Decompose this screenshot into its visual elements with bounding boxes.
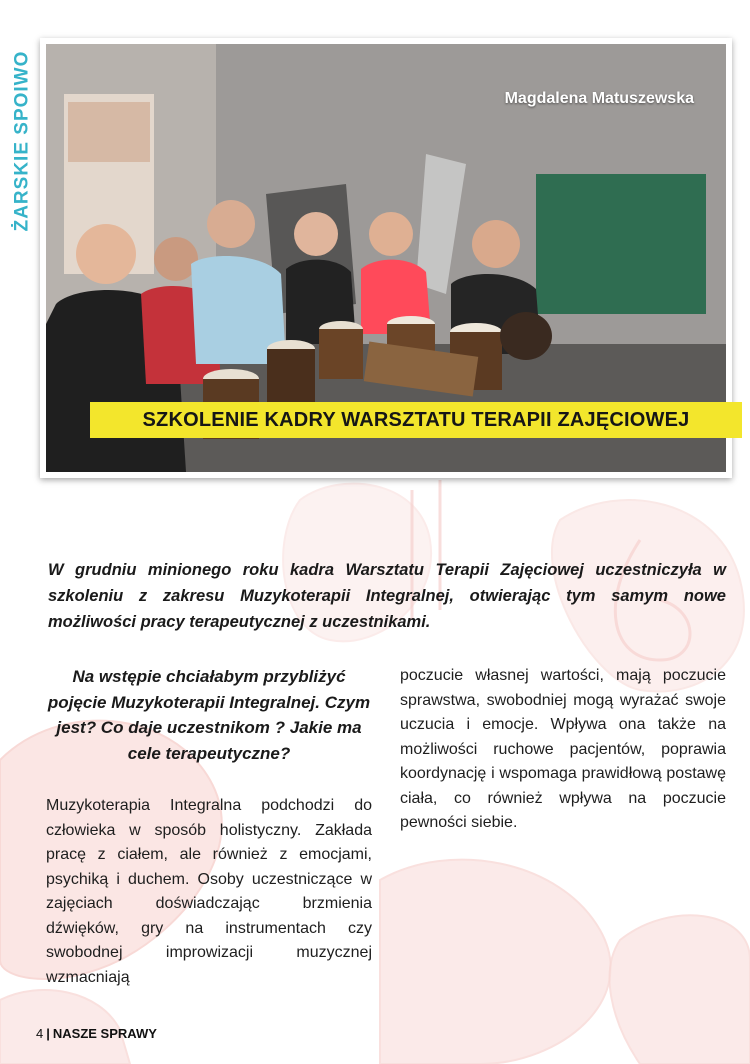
section-label-text: ŻARSKIE SPOIWO (11, 50, 33, 232)
photo-author: Magdalena Matuszewska (504, 90, 694, 107)
footer-separator: | (46, 1026, 50, 1041)
page-number: 4 (36, 1026, 44, 1041)
body-text-right: poczucie własnej wartości, mają poczucie sprawstwa, swobodniej mogą wyrażać swoje uczucia i emocje. Wpływa ona także na możliwości ruchowe pacjentów, poprawia koordynację i wspomaga prawidłową postawę ciała, co również wpływa na poczucie pewności siebie. (400, 667, 726, 831)
right-column (400, 664, 726, 836)
article-lead: W grudniu minionego roku kadra Warsztatu Terapii Zajęciowej uczestniczyła w szkoleniu z zakresu Muzykoterapii Integralnej, otwierając tym samym nowe możliwości pracy terapeutycznej z uczestnikami. (48, 560, 726, 631)
left-column (46, 664, 372, 990)
article-headline: SZKOLENIE KADRY WARSZTATU TERAPII ZAJĘCIOWEJ (90, 402, 742, 438)
body-text-left: Muzykoterapia Integralna podchodzi do człowieka w sposób holistyczny. Zakłada pracę z ciałem, ale również z emocjami, psychiką i duchem. Osoby uczestniczące w zajęciach doświadczając brzmienia dźwięków, gry na instrumentach czy swobodnej improwizacji muzycznej wzmacniają (46, 797, 372, 986)
publication-title: NASZE SPRAWY (52, 1026, 157, 1041)
section-label (8, 36, 36, 246)
page-footer (36, 1026, 157, 1041)
interview-question: Na wstępie chciałabym przybliżyć pojęcie Muzykoterapii Integralnej. Czym jest? Co daje uczestnikom ? Jakie ma cele terapeutyczne? (47, 667, 371, 763)
